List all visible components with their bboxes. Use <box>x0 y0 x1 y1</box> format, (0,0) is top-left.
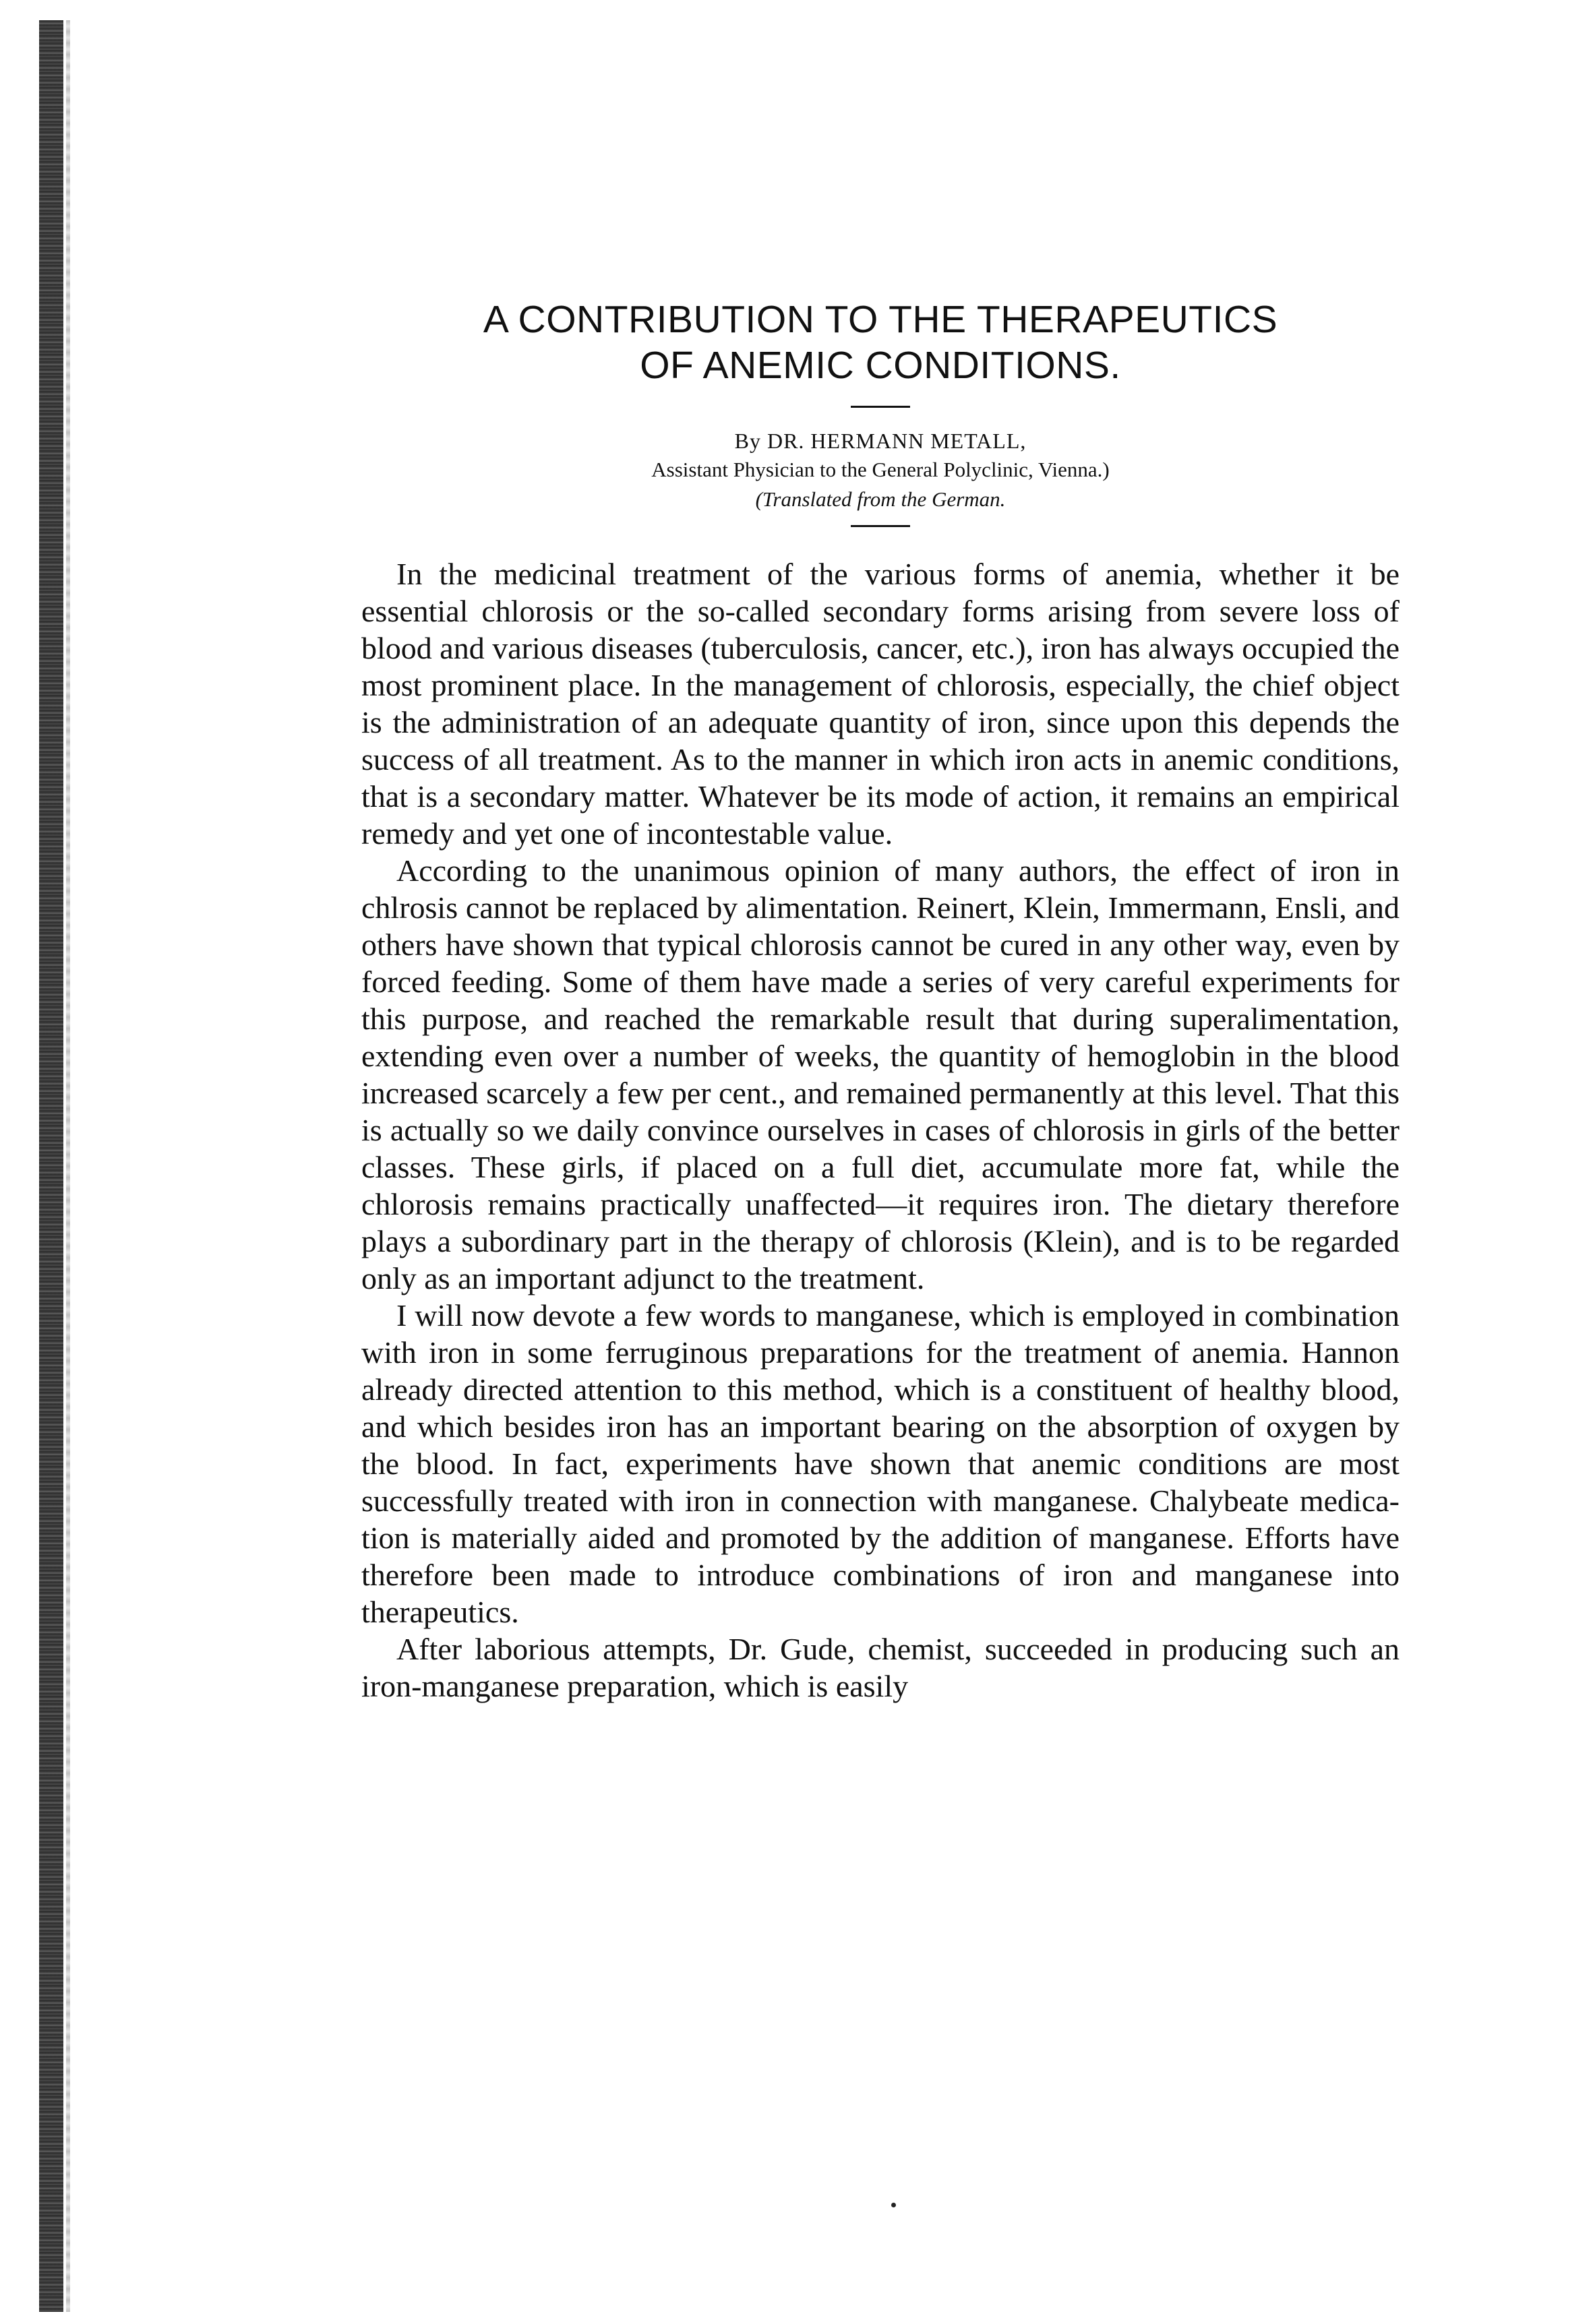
author-byline: By DR. HERMANN METALL, <box>734 429 1027 453</box>
author-affiliation: Assistant Physician to the General Polyclinic, Vienna.) <box>651 458 1110 481</box>
body-paragraph-1: In the medicinal treatment of the various forms of anemia, whether it be essential chlorosis or the so-called secondary forms arising from severe loss of blood and various diseases (tuberculosis, cancer, etc.), iron has always occupied the most prominent place. In the management of chlorosis, especially, the chief object is the administration of an adequate quantity of iron, since upon this depends the success of all treatment. As to the manner in which iron acts in anemic conditions, that is a secondary matter. Whatever be its mode of action, it remains an empirical remedy and yet one of incontestable value. <box>361 557 1400 851</box>
body-paragraph-2: According to the unanimous opinion of many authors, the effect of iron in chlrosis cannot be replaced by alimentation. Reinert, Klein, Immermann, Ensli, and others have shown that typical chlorosis cannot be cured in any other way, even by forced feeding. Some of them have made a series of very careful experiments for this purpose, and reached the remarkable result that during superalimentation, extending even over a number of weeks, the quantity of hemoglobin in the blood increased scarcely a few per cent., and remained permanently at this level. That this is actually so we daily convince ourselves in cases of chlorosis in girls of the better classes. These girls, if placed on a full diet, accumulate more fat, while the chlorosis remains practically unaffected—it requires iron. The dietary therefore plays a subordinary part in the therapy of chlorosis (Klein), and is to be regarded only as an important adjunct to the treatment. <box>361 853 1400 1295</box>
article-page <box>361 297 1400 1705</box>
body-paragraph-4: After laborious attempts, Dr. Gude, chemist, succeeded in producing such an iron-manganese preparation, which is easily <box>361 1632 1400 1703</box>
body-divider <box>851 525 910 527</box>
page-binding-edge <box>39 20 63 2312</box>
article-title-line-2: OF ANEMIC CONDITIONS. <box>640 344 1121 387</box>
title-divider <box>851 406 910 408</box>
article-title-line-1: A CONTRIBUTION TO THE THERAPEUTICS <box>483 298 1278 341</box>
article-title <box>361 297 1400 388</box>
printer-mark <box>891 2203 896 2207</box>
body-paragraph-3: I will now devote a few words to manganese, which is employed in combination with iron in some ferruginous preparations for the treatment of anemia. Hannon already directed attention to this method, which is a constituent of healthy blood, and which besides iron has an important bearing on the absorption of oxygen by the blood. In fact, experiments have shown that anemic conditions are most successfully treated with iron in connection with manganese. Chalybeate medication is materially aided and promoted by the addition of manganese. Efforts have therefore been made to introduce combinations of iron and manganese into therapeutics. <box>361 1298 1400 1629</box>
translation-note: (Translated from the German. <box>755 487 1006 511</box>
